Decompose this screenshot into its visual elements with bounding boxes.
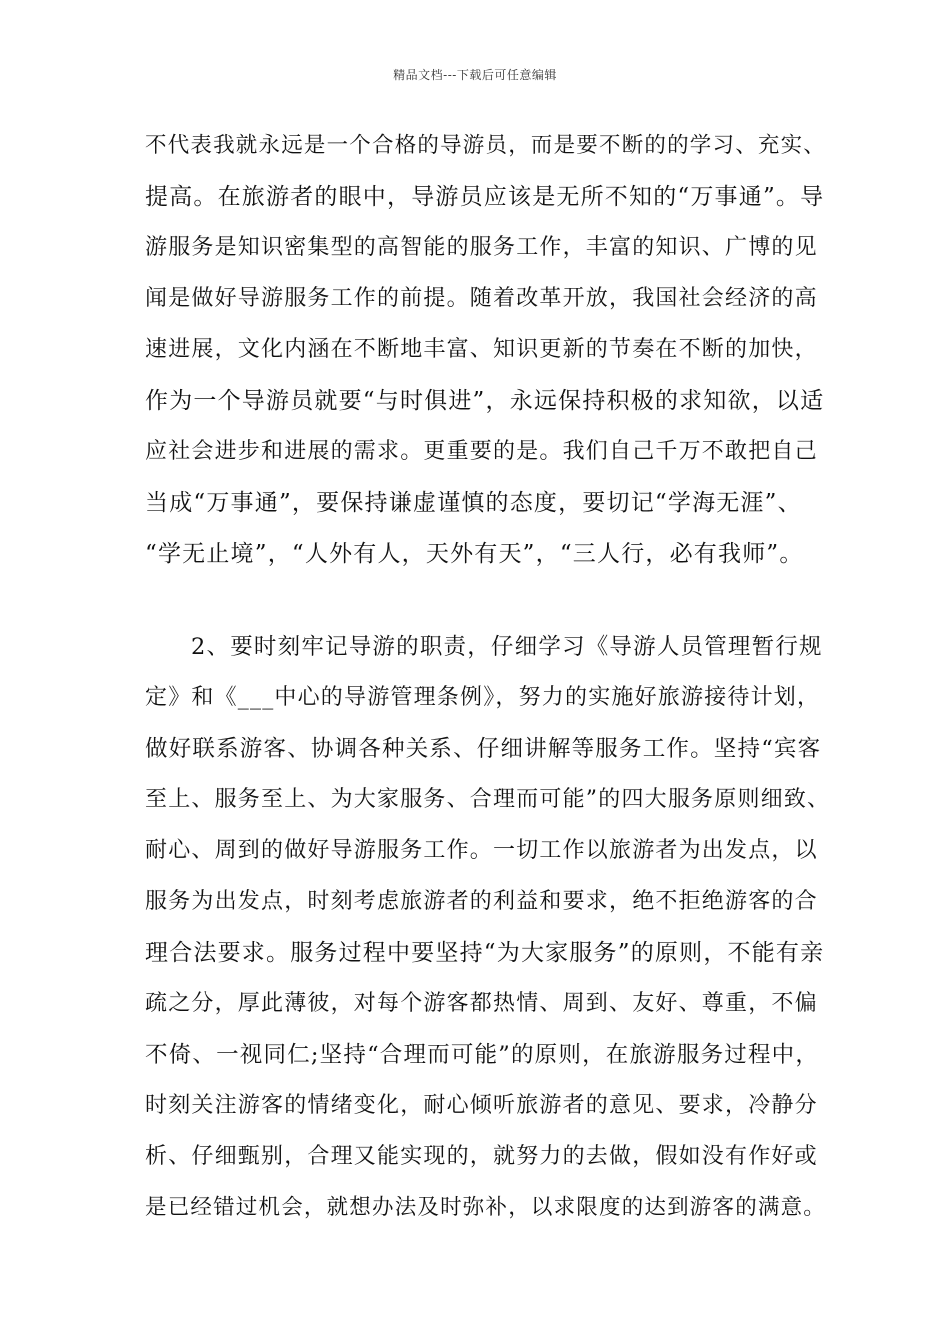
page-header: 精品文档---下载后可任意编辑	[393, 68, 557, 82]
text-line: 作为一个导游员就要“与时俱进”，永远保持积极的求知欲，以适	[145, 388, 825, 414]
text-line: 是已经错过机会，就想办法及时弥补，以求限度的达到游客的满意。	[145, 1195, 827, 1220]
text-line: 速进展，文化内涵在不断地丰富、知识更新的节奏在不断的加快，	[145, 337, 818, 362]
text-line: 耐心、周到的做好导游服务工作。一切工作以旅游者为出发点，以	[145, 838, 818, 863]
text-line: “学无止境”，“人外有人，天外有天”，“三人行，必有我师”。	[145, 541, 804, 567]
text-line: 理合法要求。服务过程中要坚持“为大家服务”的原则，不能有亲	[145, 940, 825, 966]
text-line: 应社会进步和进展的需求。更重要的是。我们自己千万不敢把自己	[145, 439, 818, 464]
text-line: 闻是做好导游服务工作的前提。随着改革开放，我国社会经济的高	[145, 286, 818, 311]
text-line: 不倚、一视同仁;坚持“合理而可能”的原则，在旅游服务过程中，	[145, 1042, 820, 1068]
text-line: 至上、服务至上、为大家服务、合理而可能”的四大服务原则细致、	[145, 787, 831, 812]
text-line: 时刻关注游客的情绪变化，耐心倾听旅游者的意见、要求，冷静分	[145, 1093, 818, 1118]
text-line: 不代表我就永远是一个合格的导游员，而是要不断的的学习、充实、	[145, 133, 827, 158]
text-line: 做好联系游客、协调各种关系、仔细讲解等服务工作。坚持“宾客	[145, 736, 822, 762]
text-line: 游服务是知识密集型的高智能的服务工作，丰富的知识、广博的见	[145, 235, 818, 260]
text-line: 当成“万事通”，要保持谦虚谨慎的态度，要切记“学海无涯”、	[145, 490, 802, 516]
text-line: 疏之分，厚此薄彼，对每个游客都热情、周到、友好、尊重，不偏	[145, 991, 818, 1016]
text-line: 析、仔细甄别，合理又能实现的，就努力的去做，假如没有作好或	[145, 1144, 818, 1169]
text-line: 提高。在旅游者的眼中，导游员应该是无所不知的“万事通”。导	[145, 184, 825, 210]
text-line: 2、要时刻牢记导游的职责，仔细学习《导游人员管理暂行规	[191, 634, 823, 660]
text-line: 服务为出发点，时刻考虑旅游者的利益和要求，绝不拒绝游客的合	[145, 889, 818, 914]
text-line: 定》和《___中心的导游管理条例》，努力的实施好旅游接待计划，	[145, 685, 821, 710]
